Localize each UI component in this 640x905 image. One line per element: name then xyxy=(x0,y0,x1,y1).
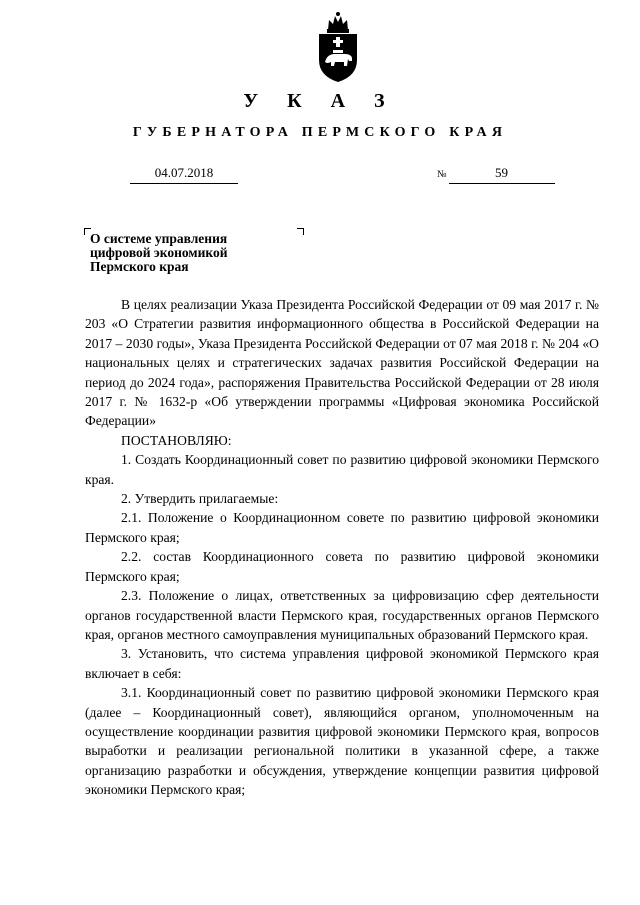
subject-line: Пермского края xyxy=(90,259,189,274)
document-title: У К А З xyxy=(243,90,397,112)
paragraph-2-2: 2.2. состав Координационного совета по развитию цифровой экономики Пермского края; xyxy=(85,549,599,584)
paragraph-3: 3. Установить, что система управления цифровой экономикой Пермского края включает в себя: xyxy=(85,646,599,681)
document-date: 04.07.2018 xyxy=(130,165,238,184)
paragraph-2-1: 2.1. Положение о Координационном совете по развитию цифровой экономики Пермского края; xyxy=(85,510,599,545)
coat-of-arms-icon xyxy=(311,10,365,84)
document-subtitle: ГУБЕРНАТОРА ПЕРМСКОГО КРАЯ xyxy=(132,125,508,140)
subject-line: О системе управления xyxy=(90,231,228,246)
number-label: № xyxy=(437,169,447,180)
document-number: 59 xyxy=(449,165,555,184)
document-subject xyxy=(90,232,290,274)
subject-corner-right xyxy=(297,228,304,235)
paragraph-3-1: 3.1. Координационный совет по развитию цифровой экономики Пермского края (далее – Координационный совет), являющийся органом, уполномоченным на осуществление координации развития цифровой экономики Пермского края, вопросов выработки и реализации региональной политики в указанной сфере, а также организацию разработки и обсуждения, утверждение концепции развития цифровой экономики Пермского края; xyxy=(85,685,599,798)
document-number-field xyxy=(437,165,555,184)
document-body xyxy=(85,295,599,800)
paragraph-1: 1. Создать Координационный совет по развитию цифровой экономики Пермского края. xyxy=(85,452,599,487)
paragraph-preamble: В целях реализации Указа Президента Российской Федерации от 09 мая 2017 г. № 203 «О Стратегии развития информационного общества в Российской Федерации на 2017 – 2030 годы», Указа Президента Российской Федерации от 07 мая 2018 г. № 204 «О национальных целях и стратегических задачах развития Российской Федерации на период до 2024 года», распоряжения Правительства Российской Федерации от 28 июля 2017 г. № 1632-р «Об утверждении программы «Цифровая экономика Российской Федерации» xyxy=(85,297,599,429)
paragraph-2-3: 2.3. Положение о лицах, ответственных за цифровизацию сфер деятельности органов государственной власти Пермского края, государственных органов Пермского края, органов местного самоуправления муниципальных образований Пермского края. xyxy=(85,588,599,642)
subject-line: цифровой экономикой xyxy=(90,245,228,260)
paragraph-2: 2. Утвердить прилагаемые: xyxy=(121,491,279,507)
paragraph-resolve: ПОСТАНОВЛЯЮ: xyxy=(121,432,232,448)
